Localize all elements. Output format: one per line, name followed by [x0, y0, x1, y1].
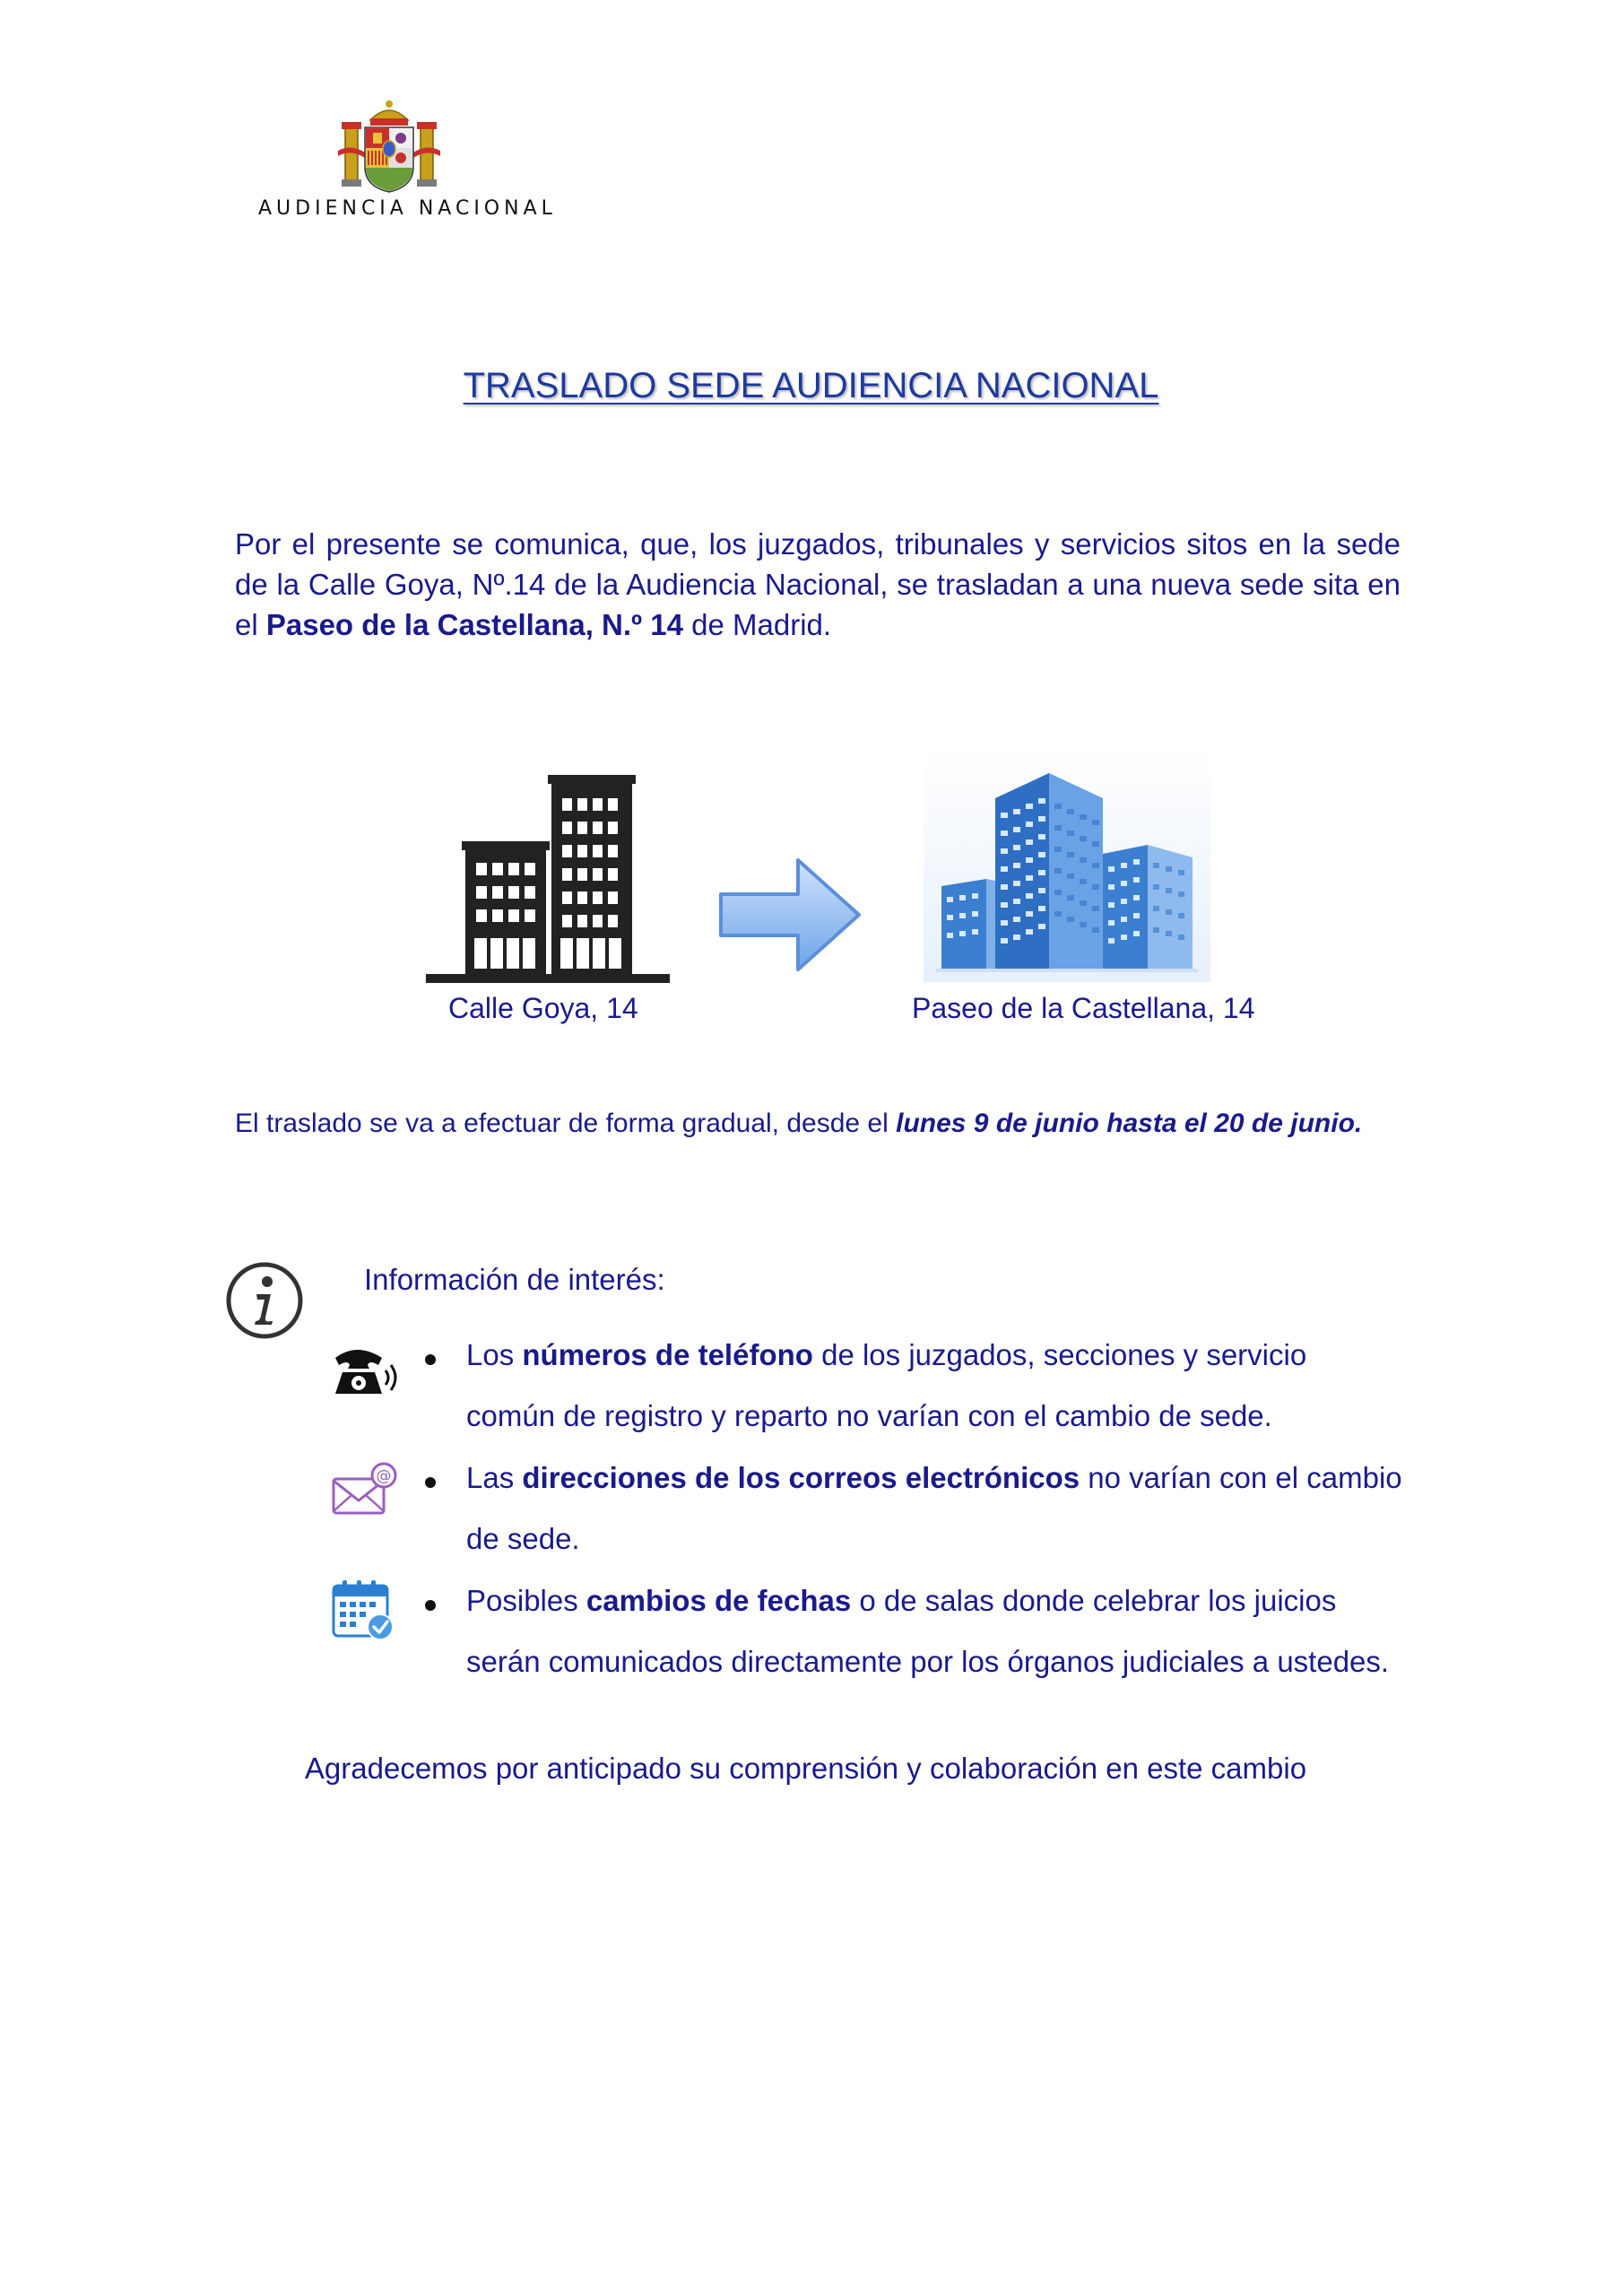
old-building-icon	[426, 771, 670, 987]
item-text-post: de los juzgados, secciones y servicio común de registro y reparto no varían con el cambio de sede.	[466, 1338, 1307, 1432]
intro-text-1: Por el presente se comunica, que, los juzgados, tribunales y servicios sitos en la sede de la Calle Goya, Nº.14 de la Audiencia Nacional, se trasladan a una nueva sede sita en el	[235, 527, 1401, 641]
intro-paragraph	[235, 524, 1401, 645]
arrow-right-icon	[716, 848, 866, 982]
item-text-bold: cambios de fechas	[585, 1584, 852, 1617]
item-text-post: o de salas donde celebrar los juicios serán comunicados directamente por los órganos judiciales a ustedes.	[466, 1584, 1390, 1678]
bullet	[425, 1477, 436, 1488]
item-text-pre: Posibles	[466, 1584, 586, 1617]
item-text-bold: números de teléfono	[522, 1338, 813, 1371]
item-text-pre: Las	[466, 1461, 523, 1494]
organization-name: AUDIENCIA NACIONAL	[258, 197, 557, 220]
page-title: TRASLADO SEDE AUDIENCIA NACIONAL	[463, 366, 1159, 405]
item-text-post: no varían con el cambio de sede.	[466, 1461, 1402, 1555]
calendar-icon	[330, 1578, 400, 1641]
schedule-paragraph	[235, 1109, 1362, 1139]
new-address-label: Paseo de la Castellana, 14	[912, 992, 1255, 1024]
item-text-pre: Los	[466, 1338, 523, 1371]
list-item-text	[466, 1448, 1403, 1570]
info-heading: Información de interés:	[364, 1263, 665, 1296]
bullet	[425, 1600, 436, 1611]
item-text-bold: direcciones de los correos electrónicos	[522, 1461, 1080, 1494]
list-item-text	[466, 1325, 1403, 1447]
svg-text:@: @	[376, 1467, 392, 1485]
closing-line	[0, 1752, 1622, 1786]
closing-text: Agradecemos por anticipado su comprensión y colaboración en este cambio	[304, 1752, 1307, 1785]
old-address-label: Calle Goya, 14	[448, 992, 638, 1024]
telephone-icon	[330, 1338, 400, 1401]
list-item-text	[466, 1570, 1403, 1692]
email-icon	[330, 1459, 400, 1522]
new-building-icon	[924, 744, 1210, 982]
bullet	[425, 1354, 436, 1365]
intro-new-address: Paseo de la Castellana, N.º 14	[265, 608, 683, 641]
schedule-dates: lunes 9 de junio hasta el 20 de junio.	[896, 1109, 1363, 1138]
spain-coat-of-arms-icon	[336, 97, 442, 194]
info-icon	[224, 1260, 305, 1341]
schedule-text: El traslado se va a efectuar de forma gradual, desde el	[235, 1109, 897, 1138]
intro-text-2: de Madrid.	[682, 608, 832, 641]
